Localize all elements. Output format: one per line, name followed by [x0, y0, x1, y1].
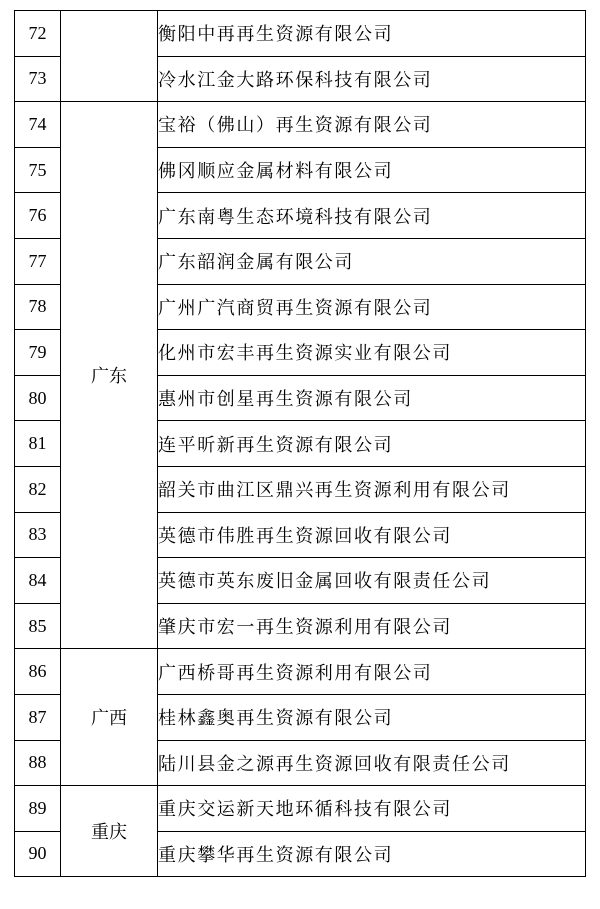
row-number-cell: 89: [15, 786, 61, 832]
registry-table-body: [15, 11, 586, 877]
company-name-cell: 化州市宏丰再生资源实业有限公司: [158, 330, 586, 376]
company-name-cell: 桂林鑫奥再生资源有限公司: [158, 694, 586, 740]
row-number-cell: 85: [15, 603, 61, 649]
region-cell: 广西: [61, 649, 158, 786]
row-number-cell: 74: [15, 102, 61, 148]
company-name-cell: 重庆交运新天地环循科技有限公司: [158, 786, 586, 832]
row-number-cell: 90: [15, 831, 61, 877]
table-row: [15, 786, 586, 832]
company-name-cell: 冷水江金大路环保科技有限公司: [158, 56, 586, 102]
company-name-cell: 广东南粤生态环境科技有限公司: [158, 193, 586, 239]
company-name-cell: 英德市伟胜再生资源回收有限公司: [158, 512, 586, 558]
table-row: [15, 102, 586, 148]
region-cell: 重庆: [61, 786, 158, 877]
company-name-cell: 肇庆市宏一再生资源利用有限公司: [158, 603, 586, 649]
company-name-cell: 宝裕（佛山）再生资源有限公司: [158, 102, 586, 148]
row-number-cell: 78: [15, 284, 61, 330]
company-name-cell: 衡阳中再再生资源有限公司: [158, 11, 586, 57]
company-name-cell: 广东韶润金属有限公司: [158, 238, 586, 284]
company-registry-table: [14, 10, 586, 877]
table-row: [15, 649, 586, 695]
row-number-cell: 79: [15, 330, 61, 376]
company-name-cell: 陆川县金之源再生资源回收有限责任公司: [158, 740, 586, 786]
row-number-cell: 84: [15, 558, 61, 604]
company-name-cell: 重庆攀华再生资源有限公司: [158, 831, 586, 877]
row-number-cell: 75: [15, 147, 61, 193]
company-name-cell: 惠州市创星再生资源有限公司: [158, 375, 586, 421]
row-number-cell: 77: [15, 238, 61, 284]
row-number-cell: 82: [15, 466, 61, 512]
row-number-cell: 80: [15, 375, 61, 421]
region-cell: [61, 11, 158, 102]
company-name-cell: 佛冈顺应金属材料有限公司: [158, 147, 586, 193]
company-name-cell: 英德市英东废旧金属回收有限责任公司: [158, 558, 586, 604]
table-row: [15, 11, 586, 57]
row-number-cell: 72: [15, 11, 61, 57]
row-number-cell: 73: [15, 56, 61, 102]
row-number-cell: 76: [15, 193, 61, 239]
company-name-cell: 广西桥哥再生资源利用有限公司: [158, 649, 586, 695]
row-number-cell: 87: [15, 694, 61, 740]
row-number-cell: 88: [15, 740, 61, 786]
company-name-cell: 广州广汽商贸再生资源有限公司: [158, 284, 586, 330]
company-name-cell: 连平昕新再生资源有限公司: [158, 421, 586, 467]
company-name-cell: 韶关市曲江区鼎兴再生资源利用有限公司: [158, 466, 586, 512]
region-cell: 广东: [61, 102, 158, 649]
row-number-cell: 86: [15, 649, 61, 695]
row-number-cell: 83: [15, 512, 61, 558]
row-number-cell: 81: [15, 421, 61, 467]
